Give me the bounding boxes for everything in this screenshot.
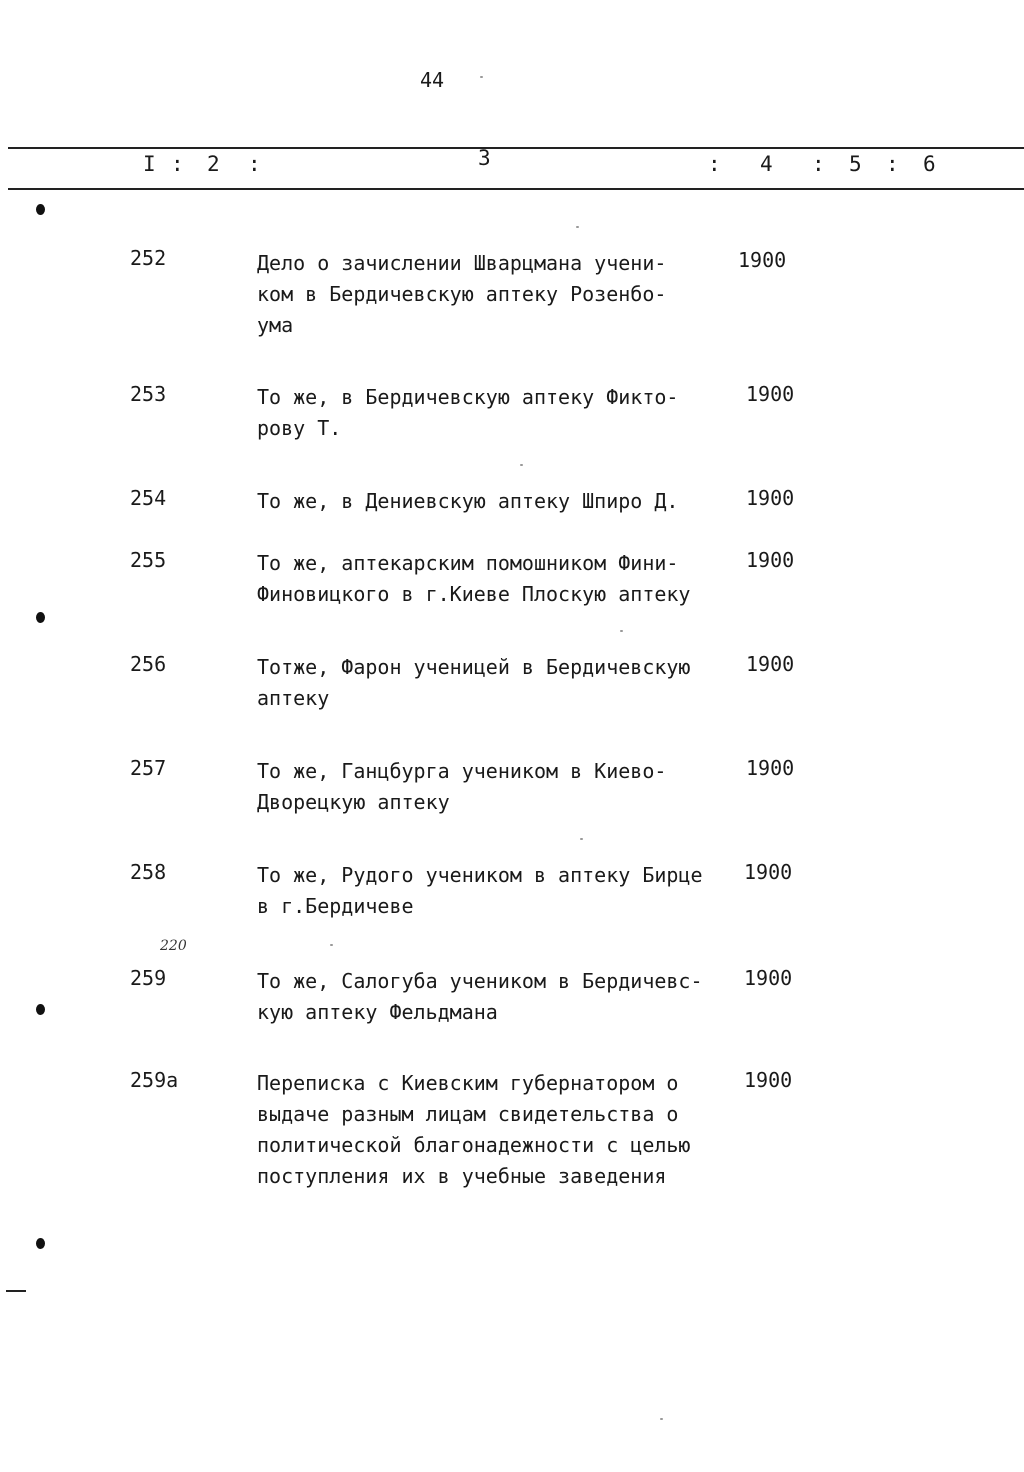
scan-speck [520, 464, 523, 466]
header-col-1: I [143, 152, 156, 176]
table-header [0, 146, 1024, 182]
scan-speck [330, 944, 333, 946]
entry-description: То же, в Бердичевскую аптеку Фикто- рову Т. [257, 385, 679, 440]
entry-number: 258 [130, 860, 167, 884]
entry-number: 257 [130, 756, 167, 780]
entry-number: 259а [130, 1068, 179, 1092]
header-separator: : [708, 152, 721, 176]
entry-year: 1900 [746, 756, 795, 780]
entry-year: 1900 [746, 382, 795, 406]
margin-mark [6, 1290, 26, 1292]
binding-hole [36, 1004, 45, 1015]
entry-description: То же, Салогуба учеником в Бердичевс- кую аптеку Фельдмана [257, 969, 703, 1024]
header-col-3: 3 [478, 146, 491, 170]
margin-annotation: 220 [160, 938, 187, 954]
entry-description: То же, в Дениевскую аптеку Шпиро Д. [257, 489, 679, 513]
header-separator: : [248, 152, 261, 176]
header-col-4: 4 [760, 152, 773, 176]
entry-description: Переписка с Киевским губернатором о выдаче разным лицам свидетельства о политической благонадежности с целью поступления их в учебные заведения [257, 1071, 691, 1188]
entry-year: 1900 [744, 1068, 793, 1092]
entry-number: 253 [130, 382, 167, 406]
entry-number: 252 [130, 246, 167, 270]
header-rule-bottom [8, 188, 1024, 190]
entry-description: То же, аптекарским помошником Фини- Финовицкого в г.Киеве Плоскую аптеку [257, 551, 691, 606]
binding-hole [36, 204, 45, 215]
scan-speck [576, 226, 579, 228]
header-col-6: 6 [923, 152, 936, 176]
entry-year: 1900 [744, 966, 793, 990]
header-separator: : [171, 152, 184, 176]
scan-speck [620, 630, 623, 632]
scan-speck [660, 1418, 663, 1420]
entry-description: Тотже, Фарон ученицей в Бердичевскую аптеку [257, 655, 691, 710]
entry-number: 254 [130, 486, 167, 510]
scan-speck [480, 76, 483, 78]
entry-number: 256 [130, 652, 167, 676]
entry-number: 259 [130, 966, 167, 990]
entry-year: 1900 [746, 548, 795, 572]
entry-description: То же, Рудого учеником в аптеку Бирце в г.Бердичеве [257, 863, 703, 918]
header-col-2: 2 [207, 152, 220, 176]
binding-hole [36, 612, 45, 623]
entry-year: 1900 [744, 860, 793, 884]
scan-speck [580, 838, 583, 840]
entry-year: 1900 [738, 248, 787, 272]
binding-hole [36, 1238, 45, 1249]
header-col-5: 5 [849, 152, 862, 176]
entry-number: 255 [130, 548, 167, 572]
page-number: 44 [420, 68, 445, 92]
entry-year: 1900 [746, 486, 795, 510]
header-rule-top [8, 147, 1024, 149]
header-separator: : [886, 152, 899, 176]
entry-description: Дело о зачислении Шварцмана учени- ком в Бердичевскую аптеку Розенбо- ума [257, 251, 667, 337]
entry-description: То же, Ганцбурга учеником в Киево- Дворецкую аптеку [257, 759, 667, 814]
header-separator: : [812, 152, 825, 176]
entry-year: 1900 [746, 652, 795, 676]
